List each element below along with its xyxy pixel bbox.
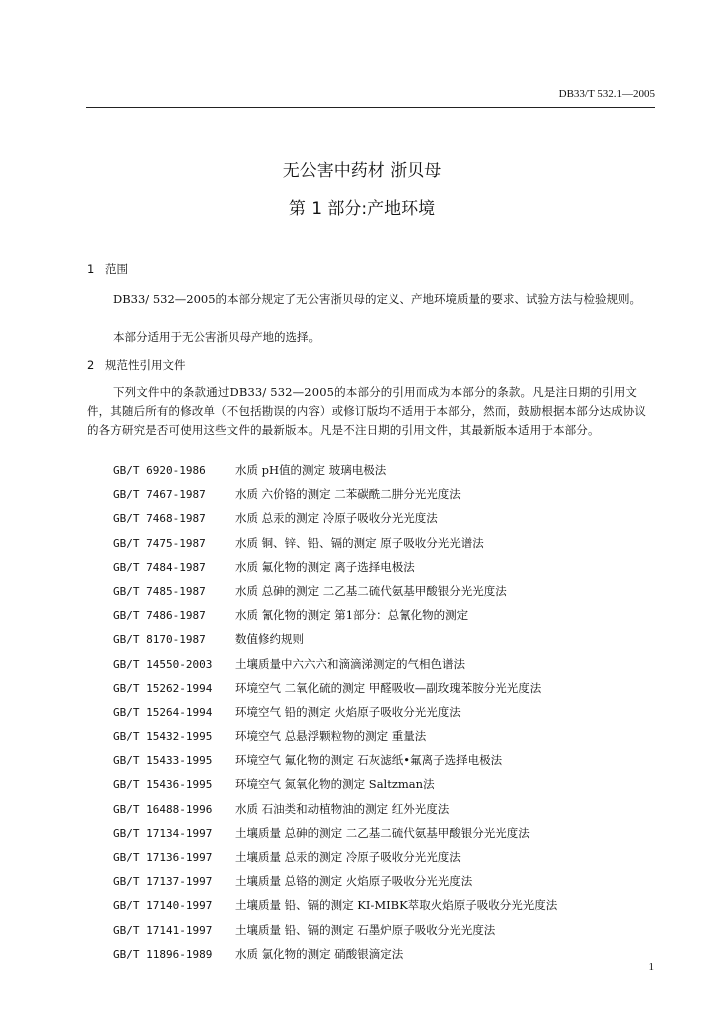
scope-paragraph-2: 本部分适用于无公害浙贝母产地的选择。 xyxy=(113,330,320,344)
reference-code: GB/T 15432-1995 xyxy=(113,730,213,744)
reference-code: GB/T 15436-1995 xyxy=(113,778,213,792)
reference-code: GB/T 17140-1997 xyxy=(113,899,213,913)
header-rule xyxy=(86,107,655,108)
reference-title: 水质 氯化物的测定 硝酸银滴定法 xyxy=(235,946,404,961)
reference-title: 土壤质量 总铬的测定 火焰原子吸收分光光度法 xyxy=(235,874,473,889)
references-intro-paragraph: 下列文件中的条款通过DB33/ 532—2005的本部分的引用而成为本部分的条款。凡是注日期的引用文件，其随后所有的修改单（不包括勘误的内容）或修订版均不适用于本部分，然而，鼓励根据本部分达成协议的各方研究是否可使用这些文件的最新版本。凡是不注日期的引用文件，其最新版本适用于本部分。 xyxy=(87,385,647,437)
reference-item xyxy=(113,535,673,559)
reference-code: GB/T 7484-1987 xyxy=(113,560,206,574)
reference-code: GB/T 6920-1986 xyxy=(113,464,206,477)
reference-title: 环境空气 总悬浮颗粒物的测定 重量法 xyxy=(235,729,427,744)
document-title: 无公害中药材 浙贝母 xyxy=(282,161,442,181)
section-1-heading xyxy=(87,261,128,277)
reference-item xyxy=(113,510,673,534)
reference-code: GB/T 17134-1997 xyxy=(113,826,213,840)
reference-code: GB/T 7486-1987 xyxy=(113,609,206,623)
reference-title: 水质 总砷的测定 二乙基二硫代氨基甲酸银分光光度法 xyxy=(235,583,507,598)
reference-title: 数值修约规则 xyxy=(235,632,304,647)
reference-title: 水质 氟化物的测定 离子选择电极法 xyxy=(235,559,415,574)
reference-title: 水质 总汞的测定 冷原子吸收分光光度法 xyxy=(235,511,438,526)
section-title: 规范性引用文件 xyxy=(105,358,186,372)
scope-paragraph-1: DB33/ 532—2005的本部分规定了无公害浙贝母的定义、产地环境质量的要求、试验方法与检验规则。 xyxy=(113,292,642,306)
reference-code: GB/T 16488-1996 xyxy=(113,802,213,816)
reference-code: GB/T 8170-1987 xyxy=(113,633,206,647)
reference-item xyxy=(113,728,673,752)
reference-title: 水质 氰化物的测定 第1部分：总氰化物的测定 xyxy=(235,608,469,623)
document-code: DB33/T 532.1—2005 xyxy=(558,88,655,100)
reference-item xyxy=(113,486,673,510)
reference-item xyxy=(113,776,673,800)
reference-item xyxy=(113,559,673,583)
reference-item xyxy=(113,607,673,631)
reference-title: 环境空气 铅的测定 火焰原子吸收分光光度法 xyxy=(235,704,461,719)
reference-title: 水质 铜、锌、铅、镉的测定 原子吸收分光光谱法 xyxy=(235,535,484,550)
reference-code: GB/T 17141-1997 xyxy=(113,923,213,937)
reference-item xyxy=(113,873,673,897)
reference-code: GB/T 15262-1994 xyxy=(113,681,213,695)
reference-code: GB/T 15264-1994 xyxy=(113,705,213,719)
document-subtitle: 第 1 部分:产地环境 xyxy=(288,199,436,219)
section-2-heading xyxy=(87,357,186,373)
reference-code: GB/T 17136-1997 xyxy=(113,851,213,864)
reference-title: 土壤质量 总砷的测定 二乙基二硫代氨基甲酸银分光光度法 xyxy=(235,825,530,840)
page-number: 1 xyxy=(648,961,654,973)
reference-title: 环境空气 氮氧化物的测定 Saltzman法 xyxy=(235,777,435,792)
reference-title: 环境空气 氟化物的测定 石灰滤纸•氟离子选择电极法 xyxy=(235,753,503,768)
section-number: 1 xyxy=(87,262,95,276)
section-number: 2 xyxy=(87,358,95,372)
reference-item xyxy=(113,583,673,607)
reference-item xyxy=(113,462,673,486)
reference-title: 水质 pH值的测定 玻璃电极法 xyxy=(235,463,387,477)
reference-code: GB/T 7468-1987 xyxy=(113,512,206,526)
reference-item xyxy=(113,631,673,655)
reference-code: GB/T 15433-1995 xyxy=(113,754,213,768)
reference-item xyxy=(113,825,673,849)
reference-code: GB/T 7485-1987 xyxy=(113,584,206,598)
reference-item xyxy=(113,922,673,946)
reference-code: GB/T 11896-1989 xyxy=(113,947,213,961)
reference-title: 土壤质量 铅、镉的测定 KI-MIBK萃取火焰原子吸收分光光度法 xyxy=(235,898,558,913)
reference-title: 土壤质量 铅、镉的测定 石墨炉原子吸收分光光度法 xyxy=(235,922,496,937)
reference-item xyxy=(113,752,673,776)
reference-title: 水质 石油类和动植物油的测定 红外光度法 xyxy=(235,801,450,816)
reference-item xyxy=(113,656,673,680)
reference-item xyxy=(113,946,673,970)
reference-item xyxy=(113,680,673,704)
section-title: 范围 xyxy=(105,262,128,276)
reference-title: 土壤质量 总汞的测定 冷原子吸收分光光度法 xyxy=(235,850,461,864)
reference-item xyxy=(113,849,673,873)
reference-code: GB/T 14550-2003 xyxy=(113,657,213,671)
reference-title: 环境空气 二氧化硫的测定 甲醛吸收—副玫瑰苯胺分光光度法 xyxy=(235,680,542,695)
reference-code: GB/T 7475-1987 xyxy=(113,536,206,550)
reference-title: 土壤质量中六六六和滴滴涕测定的气相色谱法 xyxy=(235,656,465,671)
reference-code: GB/T 7467-1987 xyxy=(113,488,206,502)
reference-item xyxy=(113,897,673,921)
reference-code: GB/T 17137-1997 xyxy=(113,875,213,889)
normative-references-list xyxy=(113,462,673,970)
reference-title: 水质 六价铬的测定 二苯碳酰二肼分光光度法 xyxy=(235,487,461,502)
reference-item xyxy=(113,801,673,825)
reference-item xyxy=(113,704,673,728)
